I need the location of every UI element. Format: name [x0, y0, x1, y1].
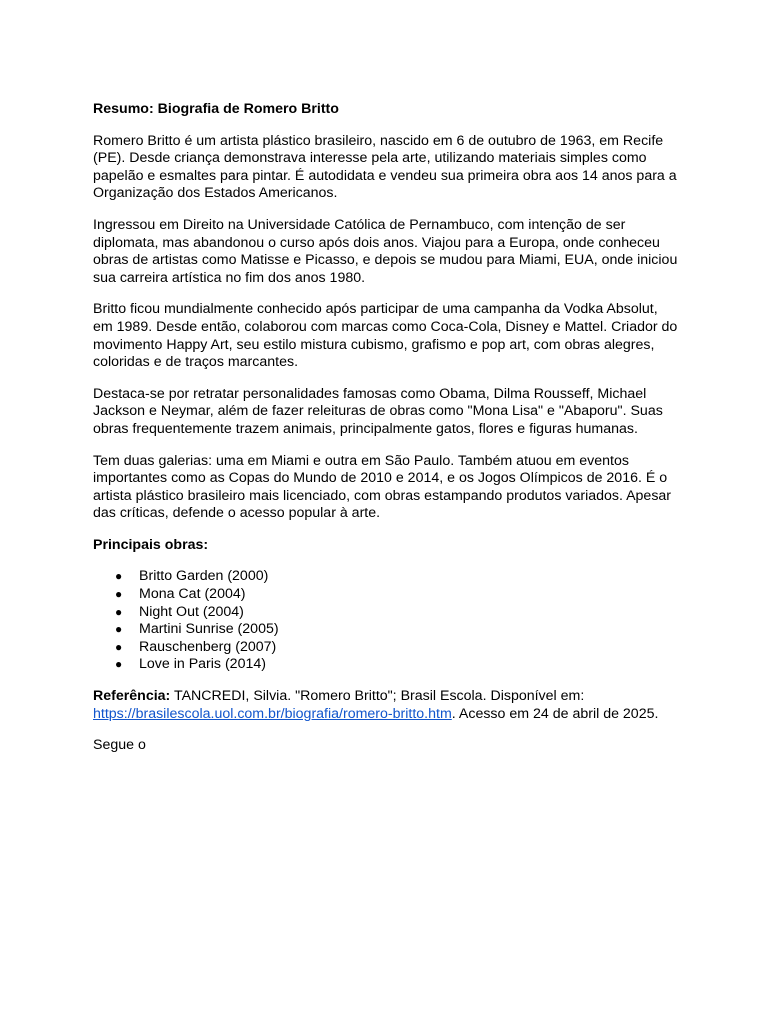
works-heading: Principais obras:	[93, 536, 209, 553]
work-title: Mona Cat (2004)	[139, 586, 246, 603]
bullet-icon: ●	[115, 622, 123, 637]
reference-link[interactable]: https://brasilescola.uol.com.br/biografia/romero-britto.htm	[93, 705, 452, 722]
bullet-icon: ●	[115, 587, 123, 602]
list-item	[93, 639, 678, 657]
bullet-icon: ●	[115, 604, 123, 619]
paragraph-4: Destaca-se por retratar personalidades famosas como Obama, Dilma Rousseff, Michael Jackson e Neymar, além de fazer releituras de obras como "Mona Lisa" e "Abaporu". Suas obras frequentemente trazem animais, principalmente gatos, flores e figuras humanas.	[93, 385, 663, 437]
reference-access-date: . Acesso em 24 de abril de 2025.	[451, 705, 659, 722]
paragraph-5: Tem duas galerias: uma em Miami e outra em São Paulo. Também atuou em eventos importantes como as Copas do Mundo de 2010 e 2014, e os Jogos Olímpicos de 2016. É o artista plástico brasileiro mais licenciado, com obras estampando produtos variados. Apesar das críticas, defende o acesso popular à arte.	[93, 452, 672, 522]
bullet-icon: ●	[115, 639, 123, 654]
bullet-icon: ●	[115, 657, 123, 672]
trailing-text: Segue o	[93, 737, 146, 754]
list-item	[93, 586, 678, 604]
work-title: Britto Garden (2000)	[139, 568, 269, 585]
list-item	[93, 621, 678, 639]
list-item	[93, 604, 678, 622]
work-title: Love in Paris (2014)	[139, 656, 266, 673]
work-title: Martini Sunrise (2005)	[139, 621, 279, 638]
list-item	[93, 568, 678, 586]
work-title: Night Out (2004)	[139, 603, 244, 620]
work-title: Rauschenberg (2007)	[139, 638, 277, 655]
bullet-icon: ●	[115, 569, 123, 584]
document-title: Resumo: Biografia de Romero Britto	[93, 101, 339, 117]
paragraph-3: Britto ficou mundialmente conhecido após participar de uma campanha da Vodka Absolut, em 1989. Desde então, colaborou com marcas como Coca-Cola, Disney e Mattel. Criador do movimento Happy Art, seu estilo mistura cubismo, grafismo e pop art, com obras alegres, coloridas e de traços marcantes.	[93, 301, 678, 371]
reference	[93, 688, 678, 723]
reference-label: Referência:	[93, 688, 171, 705]
paragraph-2: Ingressou em Direito na Universidade Católica de Pernambuco, com intenção de ser diplomata, mas abandonou o curso após dois anos. Viajou para a Europa, onde conheceu obras de artistas como Matisse e Picasso, e depois se mudou para Miami, EUA, onde iniciou sua carreira artística no fim dos anos 1980.	[93, 216, 678, 286]
works-list	[93, 568, 678, 674]
paragraph-1: Romero Britto é um artista plástico brasileiro, nascido em 6 de outubro de 1963, em Recife (PE). Desde criança demonstrava interesse pela arte, utilizando materiais simples como papelão e esmaltes para pintar. É autodidata e vendeu sua primeira obra aos 14 anos para a Organização dos Estados Americanos.	[93, 132, 677, 202]
reference-text: TANCREDI, Silvia. "Romero Britto"; Brasil Escola. Disponível em:	[170, 688, 585, 705]
list-item	[93, 656, 678, 674]
